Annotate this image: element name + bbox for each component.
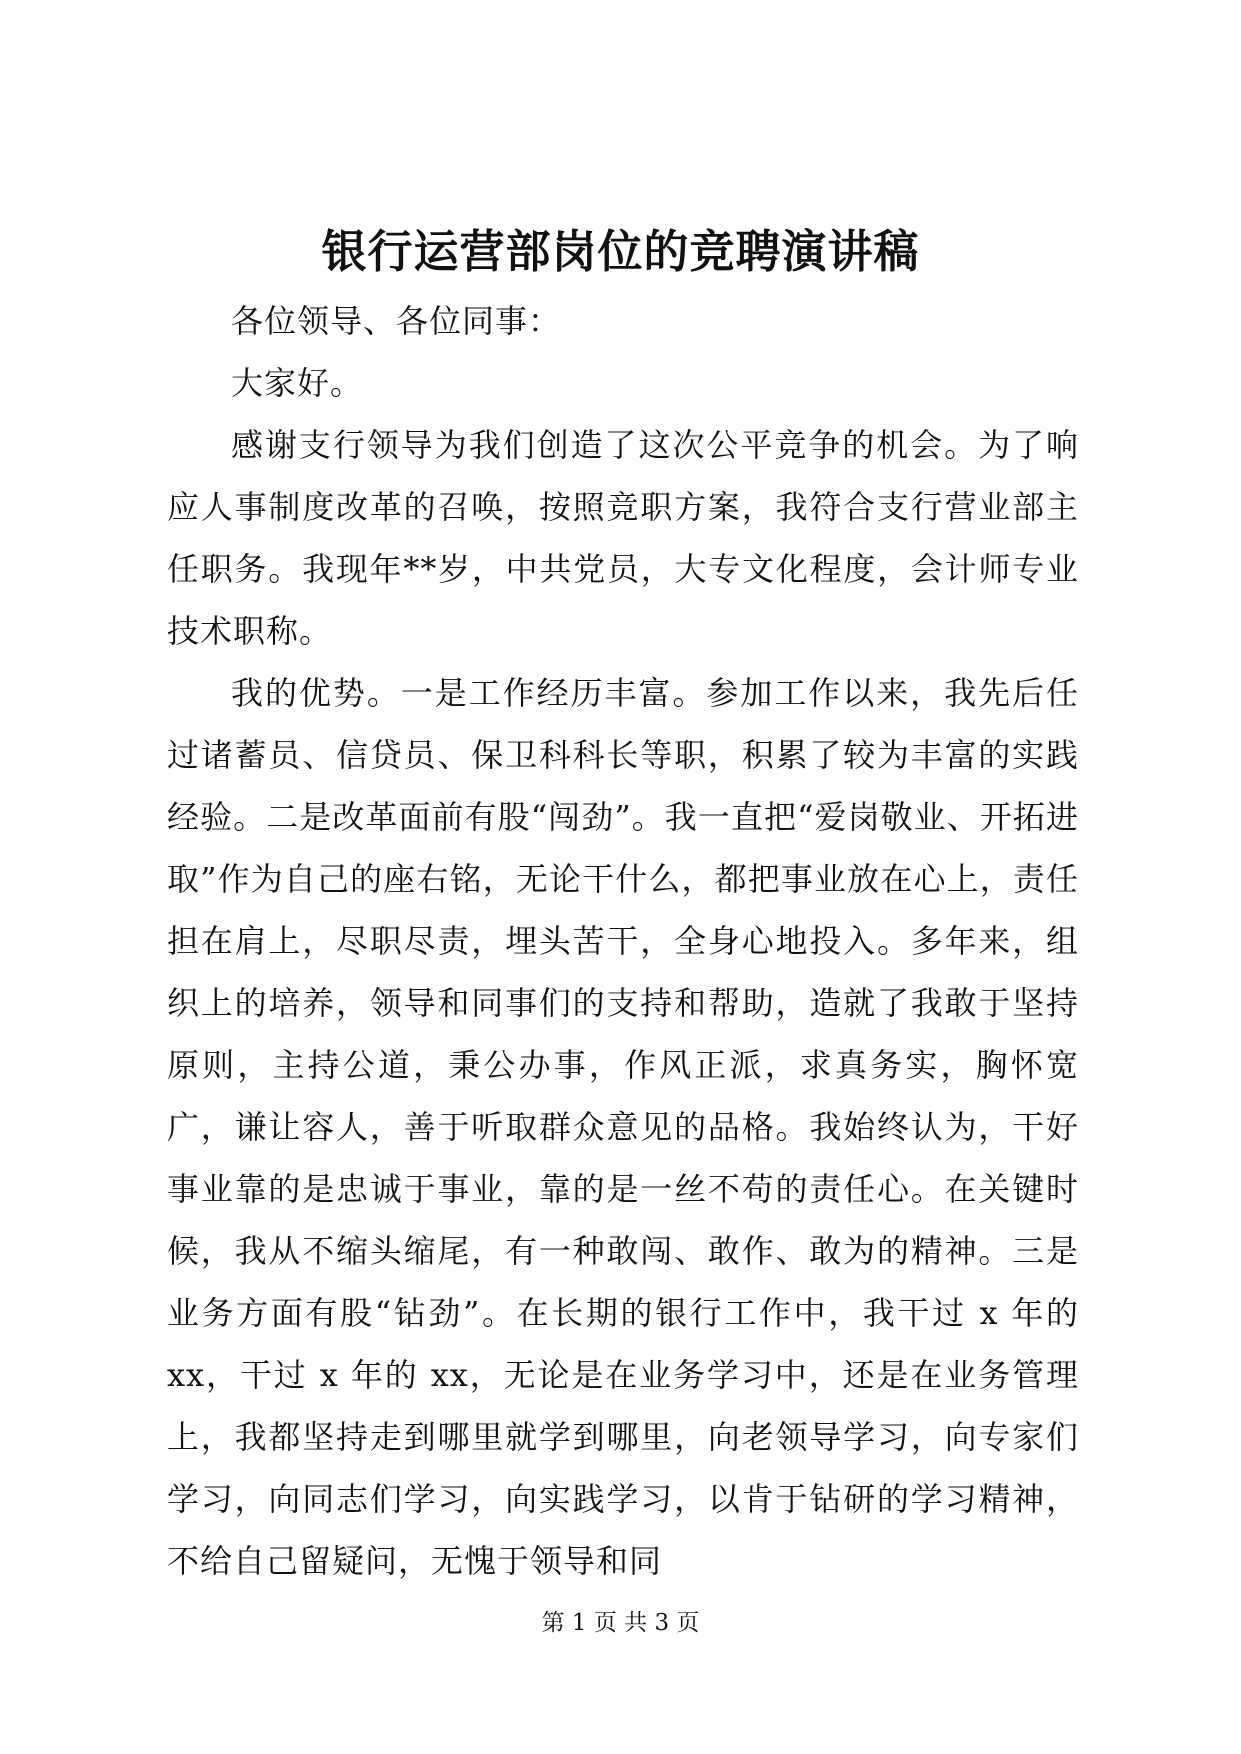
document-title: 银行运营部岗位的竞聘演讲稿	[321, 225, 920, 278]
salutation-paragraph: 各位领导、各位同事：	[231, 302, 562, 340]
greeting-paragraph: 大家好。	[231, 364, 364, 402]
intro-paragraph: 感谢支行领导为我们创造了这次公平竞争的机会。为了响应人事制度改革的召唤，按照竞职方案，我符合支行营业部主任职务。我现年**岁，中共党员，大专文化程度，会计师专业技术职称。	[167, 426, 1079, 650]
advantages-paragraph: 我的优势。一是工作经历丰富。参加工作以来，我先后任过诸蓄员、信贷员、保卫科科长等职，积累了较为丰富的实践经验。二是改革面前有股“闯劲”。我一直把“爱岗敬业、开拓进取”作为自己的座右铭，无论干什么，都把事业放在心上，责任担在肩上，尽职尽责，埋头苦干，全身心地投入。多年来，组织上的培养，领导和同事们的支持和帮助，造就了我敢于坚持原则，主持公道，秉公办事，作风正派，求真务实，胸怀宽广，谦让容人，善于听取群众意见的品格。我始终认为，干好事业靠的是忠诚于事业，靠的是一丝不苟的责任心。在关键时候，我从不缩头缩尾，有一种敢闯、敢作、敢为的精神。三是业务方面有股“钻劲”。在长期的银行工作中，我干过 x 年的 xx，干过 x 年的 xx，无论是在业务学习中，还是在业务管理上，我都坚持走到哪里就学到哪里，向老领导学习，向专家们学习，向同志们学习，向实践学习，以肯于钻研的学习精神，不给自己留疑问，无愧于领导和同	[167, 674, 1079, 1580]
page-number-footer: 第 1 页 共 3 页	[541, 1610, 700, 1636]
document-body	[167, 290, 1079, 1592]
